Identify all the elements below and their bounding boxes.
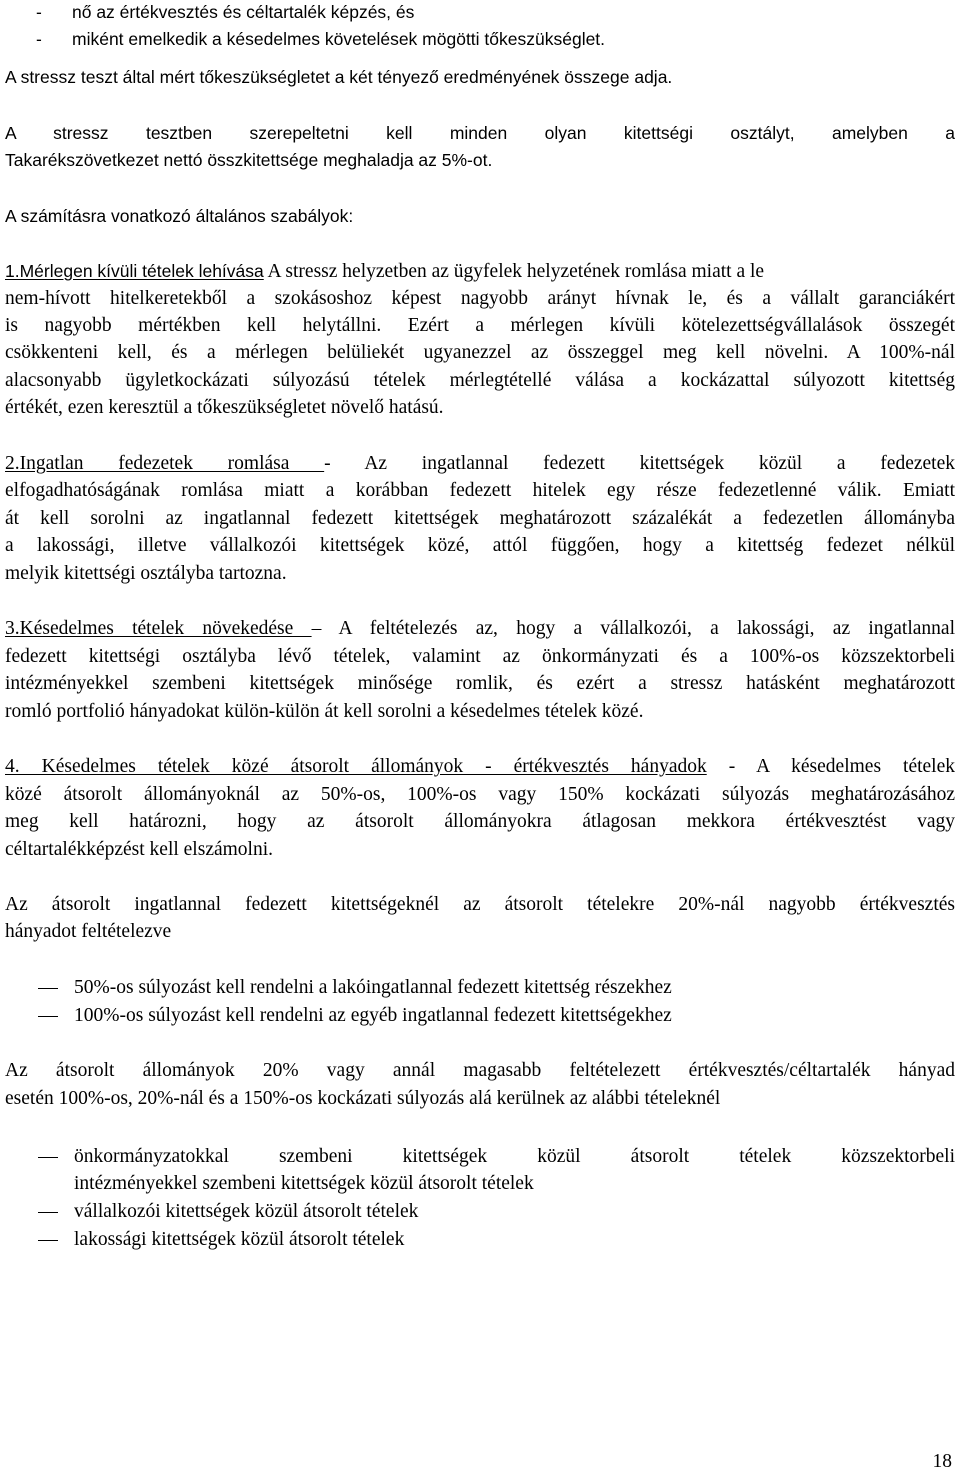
item-1-line-1 [5,262,764,282]
intro-sum-paragraph: A stressz teszt által mért tőkeszükségletet a két tényező eredményének összege adja. [5,67,673,87]
item-2-line-5: melyik kitettségi osztályba tartozna. [5,563,287,584]
item-3-line-1 [5,619,955,639]
item-2-line-4: a lakossági, illetve vállalkozói kitettségek közé, attól függően, hogy a kitettség fedezet nélkül [5,535,955,556]
em-dash: – [311,618,322,639]
bullet-hyphen: - [36,29,42,49]
final-bullet-1-line-1: önkormányzatokkal szembeni kitettségek közül átsorolt tételek közszektorbeli [74,1146,955,1167]
final-bullet-2: vállalkozói kitettségek közül átsorolt tételek [74,1201,419,1222]
intro-bullet-1: nő az értékvesztés és céltartalék képzés, és [72,2,415,22]
dash-bullet [38,1212,58,1213]
item-2-title: 2.Ingatlan fedezetek romlása [5,453,325,474]
item-1-line-6: értékét, ezen keresztül a tőkeszükségletet növelő hatású. [5,397,444,418]
item-1-title: 1.Mérlegen kívüli tételek lehívása [5,261,264,281]
item-1-line-4: csökkenteni kell, és a mérlegen belüliekét ugyanezzel az összeggel meg kell növelni. A 100%-nál [5,342,955,363]
dash-bullet [38,988,58,989]
realestate-bullet-1: 50%-os súlyozást kell rendelni a lakóingatlannal fedezett kitettség részekhez [74,977,672,998]
dash-bullet [38,1016,58,1017]
pct20-paragraph-line-1: Az átsorolt állományok 20% vagy annál magasabb feltételezett értékvesztés/céltartalék hányad [5,1060,955,1081]
item-4-line-1 [5,757,955,777]
pct20-paragraph-line-2: esetén 100%-os, 20%-nál és a 150%-os kockázati súlyozás alá kerülnek az alábbi tételeknél [5,1088,721,1109]
item-4-line-3: meg kell határozni, hogy az átsorolt állományokra átlagosan mekkora értékvesztést vagy [5,811,955,832]
item-1-text: A stressz helyzetben az ügyfelek helyzetének romlása miatt a le [263,261,765,282]
item-4-line-4: céltartalékképzést kell elszámolni. [5,839,274,860]
item-1-line-2: nem-hívott hitelkeretekből a szokásoshoz képest nagyobb arányt hívnak le, és a vállalt garanciákért [5,288,955,309]
item-3-text: A feltételezés az, hogy a vállalkozói, a lakossági, az ingatlannal [321,618,955,639]
item-4-text: - A késedelmes tételek [706,756,955,777]
dash-bullet [38,1157,58,1158]
item-3-line-2: fedezett kitettségi osztályba lévő tételek, valamint az önkormányzati és a 100%-os közszektorbeli [5,646,955,667]
item-2-line-2: elfogadhatóságának romlása miatt a korábban fedezett hitelek egy része fedezetlenné válik. Emiatt [5,480,955,501]
item-4-line-2: közé átsorolt állományoknál az 50%-os, 100%-os vagy 150% kockázati súlyozás meghatározásához [5,784,955,805]
stress-scope-line-1: A stressz tesztben szerepeltetni kell minden olyan kitettségi osztályt, amelyben a [5,123,955,143]
bullet-hyphen: - [36,2,42,22]
intro-bullet-2: miként emelkedik a késedelmes követelések mögötti tőkeszükséglet. [72,29,606,49]
item-2-line-1 [5,454,955,474]
item-4-title: 4. Késedelmes tételek közé átsorolt állományok - értékvesztés hányadok [5,756,707,777]
final-bullet-3: lakossági kitettségek közül átsorolt tételek [74,1229,405,1250]
final-bullet-1-line-2: intézményekkel szembeni kitettségek közül átsorolt tételek [74,1173,534,1194]
dash-bullet [38,1240,58,1241]
page-number: 18 [932,1451,952,1472]
item-2-line-3: át kell sorolni az ingatlannal fedezett kitettségek meghatározott százalékát a fedezetlen állományba [5,508,955,529]
item-3-line-4: romló portfolió hányadokat külön-külön át kell sorolni a késedelmes tételek közé. [5,701,644,722]
stress-scope-line-2: Takarékszövetkezet nettó összkitettsége meghaladja az 5%-ot. [5,150,493,170]
item-3-title: 3.Késedelmes tételek növekedése [5,618,312,639]
rules-heading: A számításra vonatkozó általános szabályok: [5,206,354,226]
item-2-text: - Az ingatlannal fedezett kitettségek közül a fedezetek [324,453,955,474]
item-1-line-3: is nagyobb mértékben kell helytállni. Ezért a mérlegen kívüli kötelezettségvállalások összegét [5,315,955,336]
realestate-bullet-2: 100%-os súlyozást kell rendelni az egyéb ingatlannal fedezett kitettségekhez [74,1005,672,1026]
realestate-paragraph-line-2: hányadot feltételezve [5,921,172,942]
item-3-line-3: intézményekkel szembeni kitettségek minősége romlik, és ezért a stressz hatásként meghatározott [5,673,955,694]
item-1-line-5: alacsonyabb ügyletkockázati súlyozású tételek mérlegtétellé válása a kockázattal súlyozott kitettség [5,370,955,391]
realestate-paragraph-line-1: Az átsorolt ingatlannal fedezett kitettségeknél az átsorolt tételekre 20%-nál nagyobb értékvesztés [5,894,955,915]
